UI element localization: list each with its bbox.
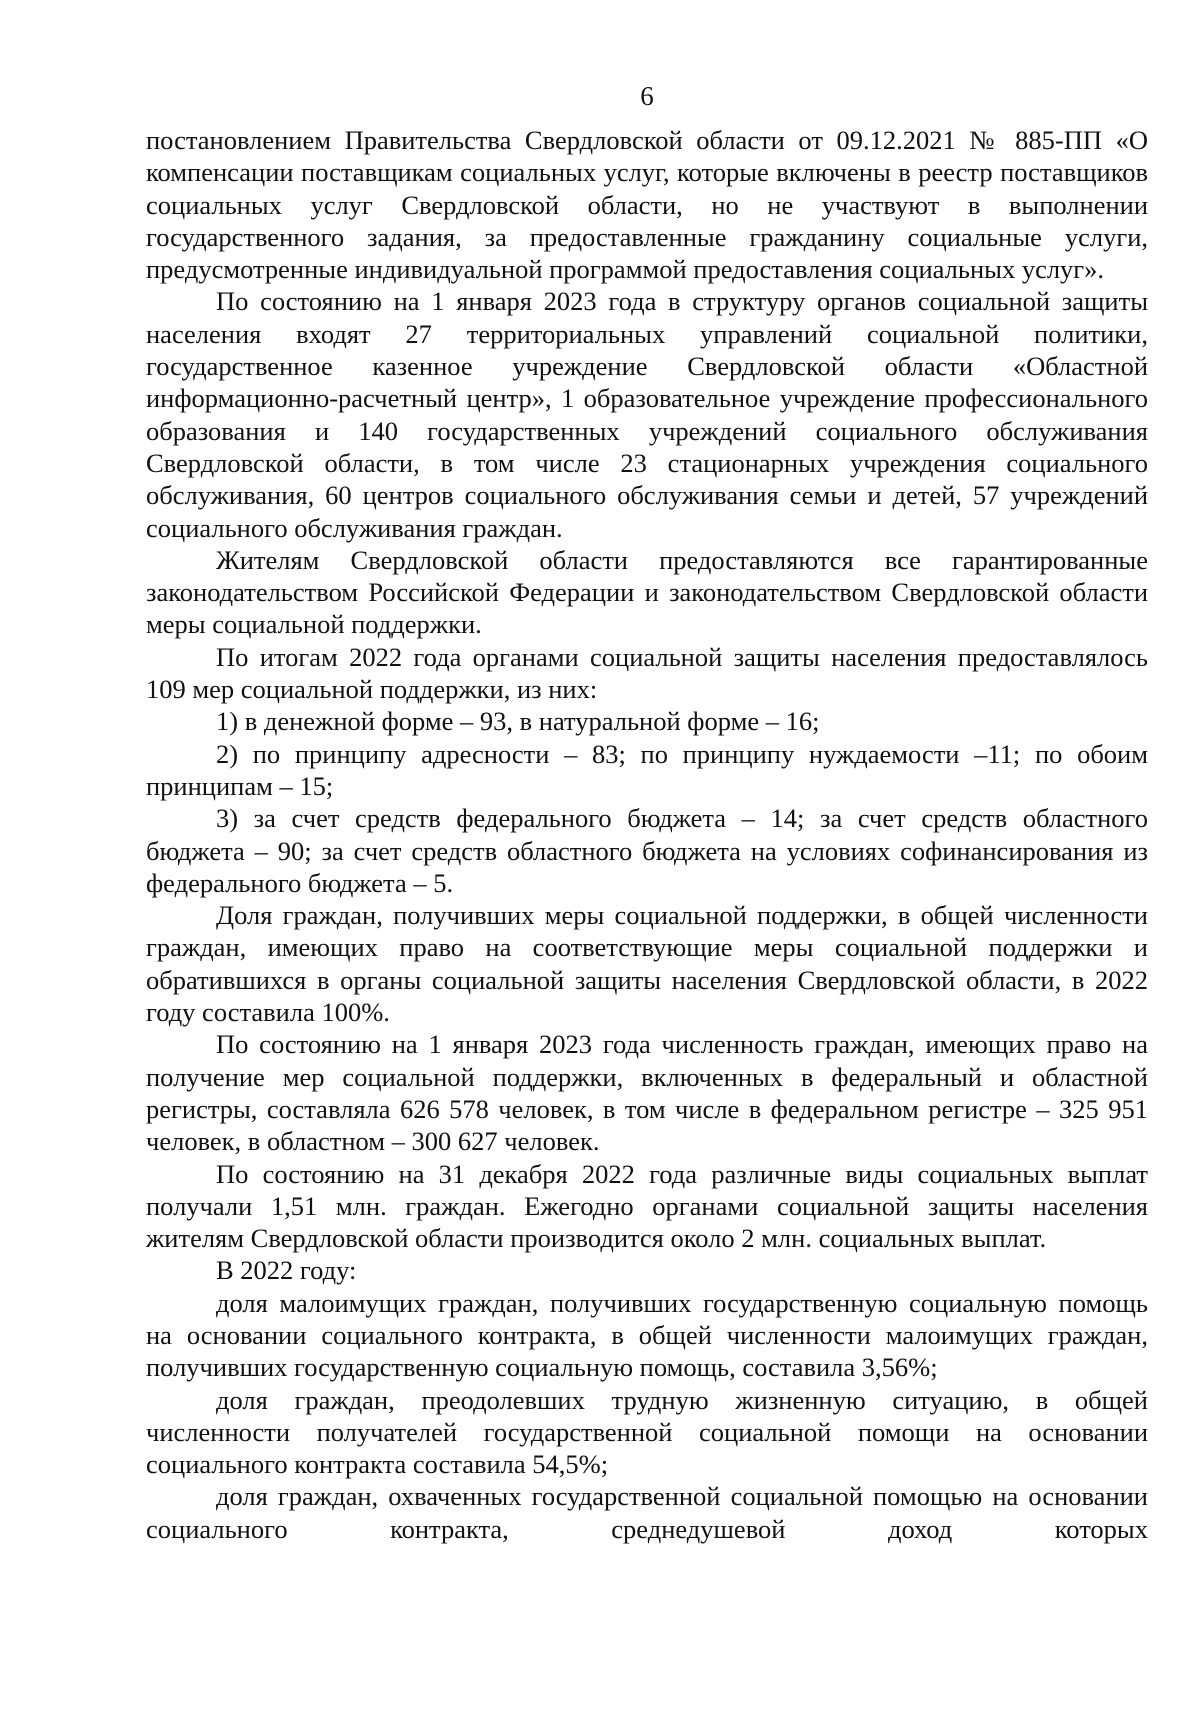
- list-item-form-of-support: 1) в денежной форме – 93, в натуральной форме – 16;: [216, 706, 820, 737]
- list-item-targeting-principle: 2) по принципу адресности – 83; по принципу нуждаемости –11; по обоим принципам – 15;: [146, 738, 1148, 801]
- paragraph-share-of-recipients: Доля граждан, получивших меры социальной поддержки, в общей численности граждан, имеющих право на соответствующие меры социальной поддержки и обратившихся в органы социальной защиты населения Свердловской области, в 2022 году составила 100%.: [146, 900, 1148, 1028]
- paragraph-registry-numbers: По состоянию на 1 января 2023 года численность граждан, имеющих право на получение мер социальной поддержки, включенных в федеральный и областной регистры, составляла 626 578 человек, в том числе в федеральном регистре – 325 951 человек, в областном – 300 627 человек.: [146, 1029, 1148, 1157]
- paragraph-low-income-share: доля малоимущих граждан, получивших государственную социальную помощь на основании социального контракта, в общей численности малоимущих граждан, получивших государственную социальную помощь, составила 3,56%;: [146, 1287, 1148, 1383]
- paragraph-resolution-reference: постановлением Правительства Свердловской области от 09.12.2021 № 885-ПП «О компенсации поставщикам социальных услуг, которые включены в реестр поставщиков социальных услуг Свердловской области, но не участвуют в выполнении государственного задания, за предоставленные гражданину социальные услуги, предусмотренные индивидуальной программой предоставления социальных услуг».: [146, 125, 1148, 285]
- list-item-funding-source: 3) за счет средств федерального бюджета – 14; за счет средств областного бюджета – 90; за счет средств областного бюджета на условиях софинансирования из федерального бюджета – 5.: [146, 803, 1148, 898]
- paragraph-social-payments: По состоянию на 31 декабря 2022 года различные виды социальных выплат получали 1,51 млн. граждан. Ежегодно органами социальной защиты населения жителям Свердловской области производится около 2 млн. социальных выплат.: [146, 1158, 1148, 1254]
- paragraph-covered-citizens-share: доля граждан, охваченных государственной социальной помощью на основании социального контракта, среднедушевой доход которых: [146, 1481, 1148, 1544]
- paragraph-2022-support-measures: По итогам 2022 года органами социальной защиты населения предоставлялось 109 мер социальной поддержки, из них:: [146, 641, 1148, 705]
- paragraph-social-protection-structure: По состоянию на 1 января 2023 года в структуру органов социальной защиты населения входят 27 территориальных управлений социальной политики, государственное казенное учреждение Свердловской области «Областной информационно-расчетный центр», 1 образовательное учреждение профессионального образования и 140 государственных учреждений социального обслуживания Свердловской области, в том числе 23 стационарных учреждения социального обслуживания, 60 центров социального обслуживания семьи и детей, 57 учреждений социального обслуживания граждан.: [146, 286, 1148, 543]
- document-page: [146, 80, 1148, 1545]
- paragraph-overcome-hardship-share: доля граждан, преодолевших трудную жизненную ситуацию, в общей численности получателей государственной социальной помощи на основании социального контракта составила 54,5%;: [146, 1384, 1148, 1480]
- paragraph-guaranteed-support: Жителям Свердловской области предоставляются все гарантированные законодательством Российской Федерации и законодательством Свердловской области меры социальной поддержки.: [146, 544, 1148, 640]
- paragraph-year-2022-heading: В 2022 году:: [216, 1255, 357, 1286]
- page-number: 6: [640, 81, 654, 111]
